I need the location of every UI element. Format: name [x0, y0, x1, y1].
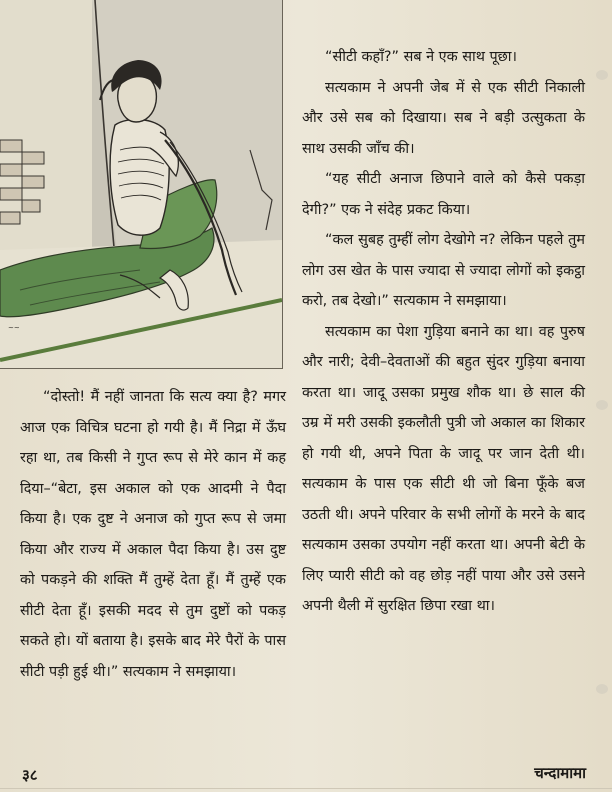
- svg-text:~~: ~~: [8, 324, 20, 332]
- paragraph: सत्यकाम ने अपनी जेब में से एक सीटी निकाली और उसे सब को दिखाया। सब ने बड़ी उत्सुकता के साथ उसकी जाँच की।: [302, 79, 585, 157]
- binding-hole-icon: [596, 70, 608, 80]
- paragraph: “यह सीटी अनाज छिपाने वाले को कैसे पकड़ा देगी?” एक ने संदेह प्रकट किया।: [302, 171, 585, 218]
- page-number: ३८: [22, 766, 38, 784]
- story-illustration: [0, 0, 283, 369]
- paragraph: “सीटी कहाँ?” सब ने एक साथ पूछा।: [325, 49, 517, 65]
- left-column-text: [20, 382, 286, 687]
- binding-hole-icon: [596, 400, 608, 410]
- binding-hole-icon: [596, 684, 608, 694]
- paragraph: “दोस्तो! मैं नहीं जानता कि सत्य क्या है? मगर आज एक विचित्र घटना हो गयी है। मैं निद्रा में ऊँघ रहा था, तब किसी ने गुप्त रूप से मेरे कान में कह दिया–“बेटा, इस अकाल को एक आदमी ने पैदा किया है। एक दुष्ट ने अनाज को गुप्त रूप से जमा किया और राज्य में अकाल पैदा किया है। उस दुष्ट को पकड़ने की शक्ति मैं तुम्हें देता हूँ। मैं तुम्हें एक सीटी देता हूँ। इसकी मदद से तुम दुष्टों को पकड़ सकते हो। यों बताया है। इसके बाद मेरे पैरों के पास सीटी पड़ी हुई थी।” सत्यकाम ने समझाया।: [20, 389, 286, 680]
- paragraph: “कल सुबह तुम्हीं लोग देखोगे न? लेकिन पहले तुम लोग उस खेत के पास ज्यादा से ज्यादा लोगों को इकट्ठा करो, तब देखो।” सत्यकाम ने समझाया।: [302, 232, 585, 309]
- magazine-title: चन्दामामा: [534, 764, 586, 782]
- bottom-edge-divider: [0, 788, 612, 789]
- paragraph: सत्यकाम का पेशा गुड़िया बनाने का था। वह पुरुष और नारी; देवी–देवताओं की बहुत सुंदर गुड़िया बनाया करता था। जादू उसका प्रमुख शौक था। छे साल की उम्र में मरी उसकी इकलौती पुत्री जो अकाल का शिकार हो गयी थी, अपने पिता के जादू पर जान देती थी। सत्यकाम के पास एक सीटी थी जो बिना फूँके बज उठती थी। अपने परिवार के सभी लोगों के मरने के बाद सत्यकाम उसका उपयोग नहीं करता था। अपनी बेटी के लिए प्यारी सीटी को वह छोड़ नहीं पाया और उसे उसने अपनी थैली में सुरक्षित छिपा रखा था।: [302, 323, 585, 614]
- right-column-text: [302, 42, 585, 622]
- emaciated-man-illustration-icon: [0, 0, 282, 368]
